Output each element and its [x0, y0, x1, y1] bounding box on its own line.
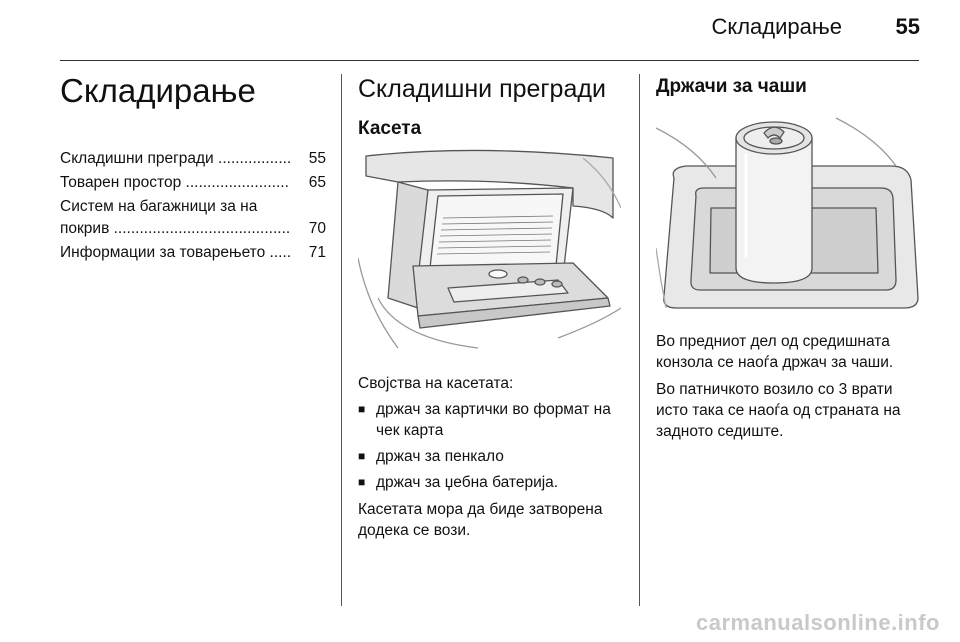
glovebox-feature-list: [358, 399, 623, 493]
section-title: Складишни прегради: [358, 75, 606, 103]
column-divider-left: [341, 74, 342, 606]
toc-entry-text: Товарен простор: [60, 174, 182, 191]
toc-entry[interactable]: [60, 242, 326, 264]
toc-leader: .........................................: [109, 220, 291, 237]
toc-entry-text: Складишни прегради: [60, 150, 214, 167]
table-of-contents: [60, 148, 326, 264]
glovebox-description: [358, 373, 623, 541]
cupholder-illustration: [656, 108, 920, 316]
subsection-title-glovebox: Касета: [358, 118, 422, 139]
toc-entry-page: 71: [308, 244, 326, 261]
toc-entry-page: 55: [308, 150, 326, 167]
list-item: ■ држач за пенкало: [358, 446, 623, 467]
toc-entry-page: 70: [308, 220, 326, 237]
toc-leader: .................: [213, 150, 292, 167]
subsection-title-cupholders: Држачи за чаши: [656, 76, 807, 97]
cupholder-description: [656, 331, 924, 442]
toc-leader: ........................: [181, 174, 289, 191]
glovebox-illustration: [358, 148, 621, 358]
chapter-title: Складирање: [60, 72, 256, 109]
cupholder-paragraph-rear: Во патничкото возило со 3 врати исто така се наоѓа од страната на задното седиште.: [656, 381, 901, 440]
watermark: carmanualsonline.info: [696, 610, 940, 635]
toc-leader: .....: [265, 244, 292, 261]
toc-entry[interactable]: [60, 172, 326, 194]
toc-entry-text: Систем на багажници за на покрив: [60, 198, 258, 237]
header-rule: [60, 60, 919, 61]
glovebox-closing-note: Касетата мора да биде затворена додека се вози.: [358, 501, 603, 539]
toc-entry[interactable]: [60, 148, 326, 170]
column-divider-right: [639, 74, 640, 606]
toc-entry-page: 65: [308, 174, 326, 191]
running-header-title: Складирање: [711, 14, 842, 39]
toc-entry-text: Информации за товарењето: [60, 244, 266, 261]
toc-entry[interactable]: [60, 196, 326, 240]
list-item: ■ држач за картички во формат на чек карта: [358, 399, 623, 441]
cupholder-paragraph-front: Во предниот дел од средишната конзола се наоѓа држач за чаши.: [656, 333, 894, 371]
glovebox-intro: Својства на касетата:: [358, 375, 514, 392]
page-number: 55: [895, 14, 920, 39]
list-item: ■ држач за џебна батерија.: [358, 472, 623, 493]
